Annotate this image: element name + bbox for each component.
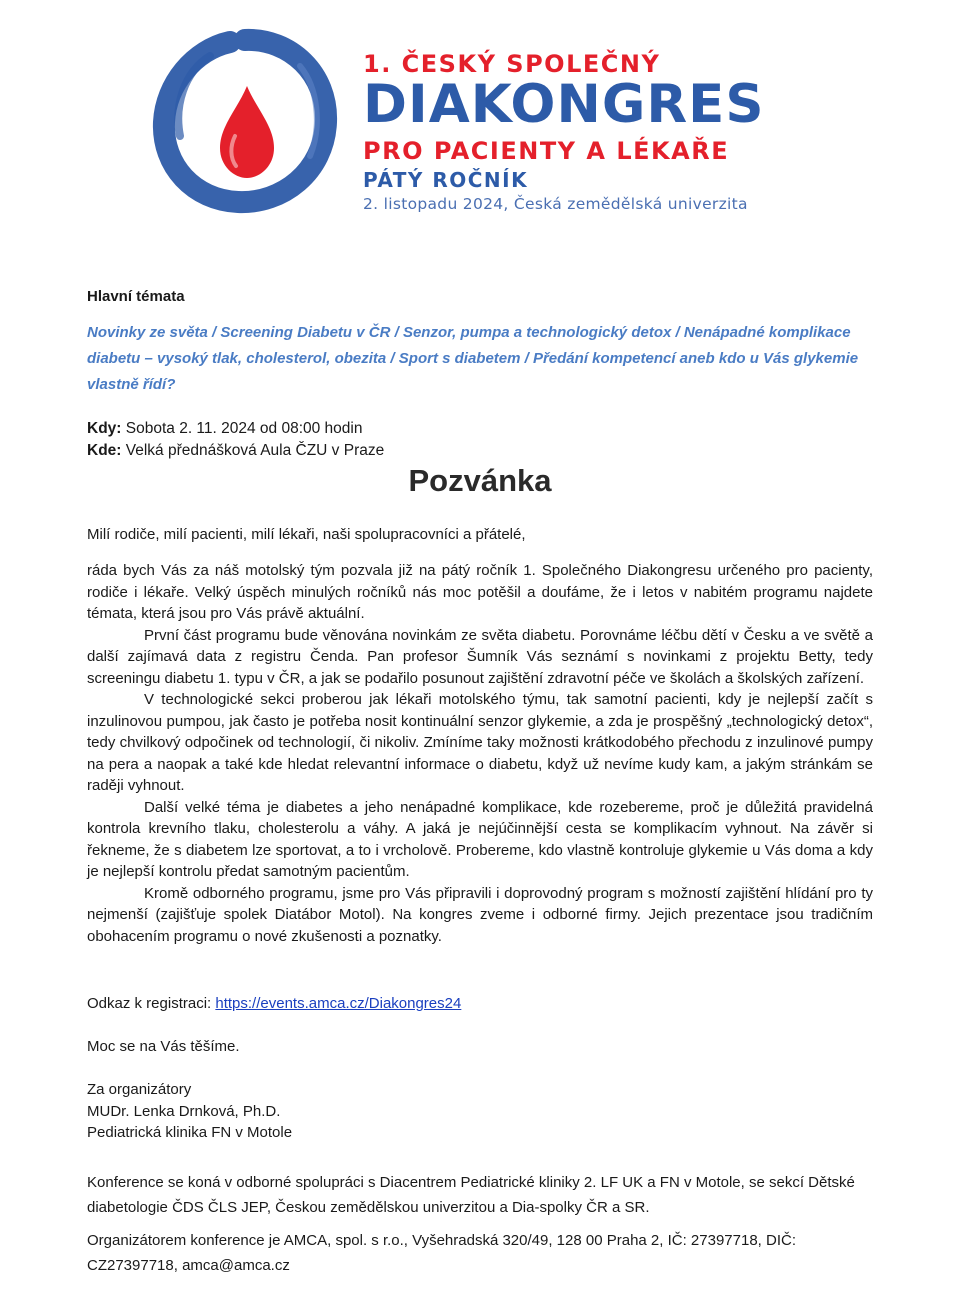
where-value: Velká přednášková Aula ČZU v Praze <box>121 441 385 459</box>
signature-line: MUDr. Lenka Drnková, Ph.D. <box>87 1102 281 1120</box>
where-label: Kde: <box>87 441 122 459</box>
registration-label: Odkaz k registraci: <box>87 995 216 1012</box>
date-place: 2. listopadu 2024, Česká zemědělská univerzita <box>363 195 748 213</box>
paragraph-5: Kromě odborného programu, jsme pro Vás připravili i doprovodný program s možností zajištění hlídání pro ty nejmenší (zajišťuje spolek Diatábor Motol). Na kongres zveme i odborné firmy. Jejich prezentace jsou tradičním obohacením programu o nové zkušenosti a poznatky. <box>87 884 873 945</box>
invitation-title: Pozvánka <box>408 463 552 498</box>
where-line <box>87 440 873 462</box>
signature-line: Za organizátory <box>87 1081 192 1098</box>
paragraph-2: První část programu bude věnována novinkám ze světa diabetu. Porovnáme léčbu dětí v Česku a ve světě a další zajímavá data z registru Čenda. Pan profesor Šumník Vás seznámí s novinkami z projektu Betty, tedy screeningu diabetu 1. typu v ČR, a jak se podařilo posunout zajištění zdravotní péče ve školách a školských zařízení. <box>87 626 873 687</box>
registration-line <box>87 993 873 1015</box>
congress-title: DIAKONGRES <box>363 74 765 135</box>
closing-line: Moc se na Vás těšíme. <box>87 1038 240 1055</box>
greeting: Milí rodiče, milí pacienti, milí lékaři, naši spolupracovníci a přátelé, <box>87 526 526 543</box>
edition-label: 1. ČESKÝ SPOLEČNÝ <box>363 50 661 78</box>
topics-text: Novinky ze světa / Screening Diabetu v ČR / Senzor, pumpa a technologický detox / Nenápadné komplikace diabetu – vysoký tlak, cholesterol, obezita / Sport s diabetem / Předání kompetencí aneb kdo u Vás glykemie vlastně řídí? <box>87 324 859 393</box>
paragraph-3: V technologické sekci proberou jak lékaři motolského týmu, tak samotní pacienti, kdy je nejlepší začít s inzulinovou pumpou, jak často je potřeba nosit kontinuální senzor glykemie, a zda je prospěšný „technologický detox“, tedy chvilkový odpočinek od technologií, či nikoliv. Zmíníme taky možnosti krátkodobého přechodu z inzulinové pumpy na pera a naopak a také kde hledat relevantní informace o diabetu, když už nevíme kudy kam, a jakým stránkám se raději vyhnout. <box>87 691 873 794</box>
when-value: Sobota 2. 11. 2024 od 08:00 hodin <box>121 420 363 437</box>
blood-drop-icon <box>220 86 274 178</box>
year-label: PÁTÝ ROČNÍK <box>363 168 529 192</box>
topics-heading: Hlavní témata <box>87 288 185 305</box>
diakongres-logo <box>150 26 340 216</box>
cooperation-note: Konference se koná v odborné spolupráci s Diacentrem Pediatrické kliniky 2. LF UK a FN v Motole, se sekcí Dětské diabetologie ČDS ČLS JEP, Českou zemědělskou univerzitou a Dia-spolky ČR a SR. <box>87 1174 855 1216</box>
registration-link[interactable]: https://events.amca.cz/Diakongres24 <box>215 995 462 1012</box>
when-line <box>87 418 873 440</box>
signature <box>87 1079 873 1144</box>
event-info <box>87 418 873 461</box>
invitation-body <box>87 560 873 947</box>
signature-line: Pediatrická klinika FN v Motole <box>87 1124 293 1141</box>
congress-subtitle: PRO PACIENTY A LÉKAŘE <box>363 137 730 165</box>
organizer-note: Organizátorem konference je AMCA, spol. s r.o., Vyšehradská 320/49, 128 00 Praha 2, IČ: 27397718, DIČ: CZ27397718, amca@amca.cz <box>87 1232 797 1274</box>
paragraph-1: ráda bych Vás za náš motolský tým pozvala již na pátý ročník 1. Společného Diakongresu určeného pro pacienty, rodiče i lékaře. Velký úspěch minulých ročníků nás moc potěšil a doufáme, že i letos v nabitém programu najdete témata, která jsou pro Vás právě aktuální. <box>87 562 873 622</box>
paragraph-4: Další velké téma je diabetes a jeho nenápadné komplikace, kde rozebereme, proč je důležitá pravidelná kontrola krevního tlaku, cholesterolu a váhy. A jaká je nejúčinnější cesta se komplikacím vyhnout. Na závěr si řekneme, že s diabetem lze sportovat, a to i vrcholově. Probereme, kdo vlastně kontroluje glykemie u Vás doma a kdy je nejlepší kontrolu předat samotným pacientům. <box>87 798 873 880</box>
when-label: Kdy: <box>87 420 122 437</box>
